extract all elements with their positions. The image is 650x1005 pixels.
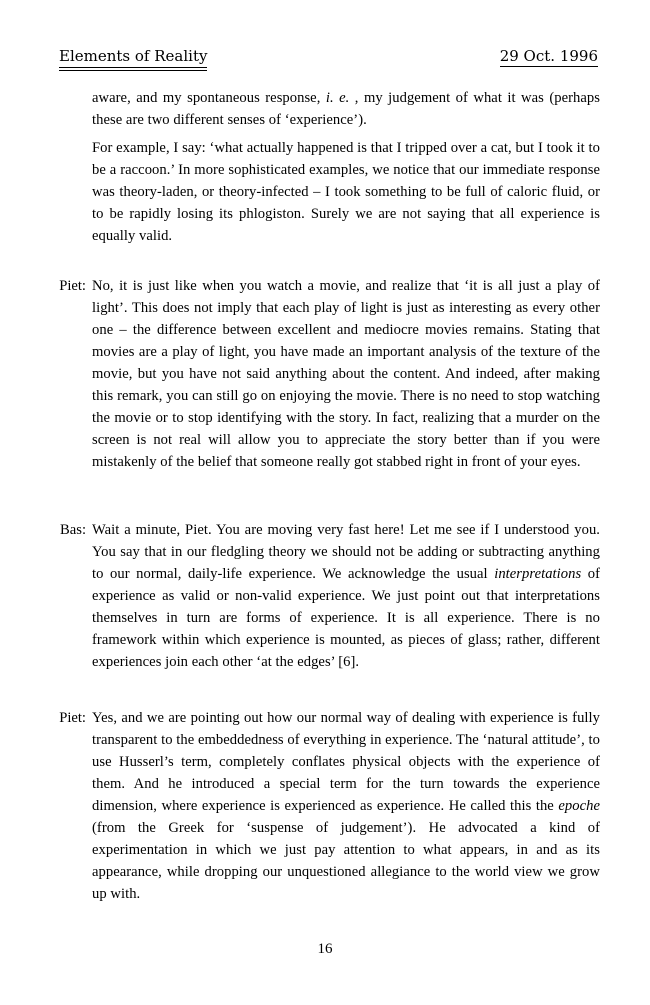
running-header-title: Elements of Reality [59, 47, 207, 68]
dialogue-text-part: Wait a minute, Piet. You are moving very fast here! Let me see if I understood you. You say that in our fledgling theory we should not be adding or subtracting anything to our normal, daily-life experience. We acknowledge the usual [92, 522, 600, 582]
dialogue-text [92, 707, 600, 905]
dialogue-text [92, 519, 600, 673]
speaker-label: Piet: [59, 278, 86, 294]
speaker-label: Bas: [60, 522, 86, 538]
dialogue-text: No, it is just like when you watch a movie, and realize that ‘it is all just a play of light’. This does not imply that each play of light is just as interesting as every other one – the difference between excellent and mediocre movies remains. Stating that movies are a play of light, you have made an important analysis of the texture of the movie, but you have not said anything about the content. And indeed, after making this remark, you can still go on enjoying the movie. There is no need to stop watching the movie or to stop identifying with the story. In fact, realizing that a murder on the screen is not real will allow you to appreciate the story better than if you were mistakenly of the belief that someone really got stabbed right in front of your eyes. [92, 278, 600, 470]
running-header-date: 29 Oct. 1996 [499, 47, 598, 65]
dialogue-text-part: Yes, and we are pointing out how our normal way of dealing with experience is fully transparent to the embeddedness of everything in experience. The ‘natural attitude’, to use Husserl’s term, completely conflates physical objects with the experience of them. And he introduced a special term for the turn towards the experience dimension, where experience is experienced as experience. He called this the [92, 710, 600, 814]
dialogue-text-part: of experience as valid or non-valid experience. We just point out that interpretations themselves in turn are forms of experience. It is all experience. There is no framework within which experience is mounted, as pieces of glass; rather, different experiences join each other ‘at the edges’ [6]. [92, 566, 600, 670]
emphasis-text: interpretations [494, 566, 582, 582]
paragraph-continued [92, 87, 600, 131]
paragraph: For example, I say: ‘what actually happened is that I tripped over a cat, but I took it to be a raccoon.’ In more sophisticated examples, we notice that our immediate response was theory-laden, or theory-infected – I took something to be full of caloric fluid, or to be rapidly losing its phlogiston. Surely we are not saying that all experience is equally valid. [92, 140, 600, 244]
dialogue-text-part: (from the Greek for ‘suspense of judgement’). He advocated a kind of experimentation in which we just pay attention to what appears, in and as its appearance, while dropping our unquestioned allegiance to the world view we grow up with. [92, 820, 600, 902]
page-number: 16 [317, 941, 333, 957]
paragraph-text: , my judgement of what it was (perhaps these are two different senses of ‘experience’). [92, 90, 600, 128]
emphasis-text: i. e. [325, 90, 350, 106]
emphasis-text: epoche [558, 798, 600, 814]
speaker-label: Piet: [59, 710, 86, 726]
paragraph-text: aware, and my spontaneous response, [92, 90, 326, 106]
